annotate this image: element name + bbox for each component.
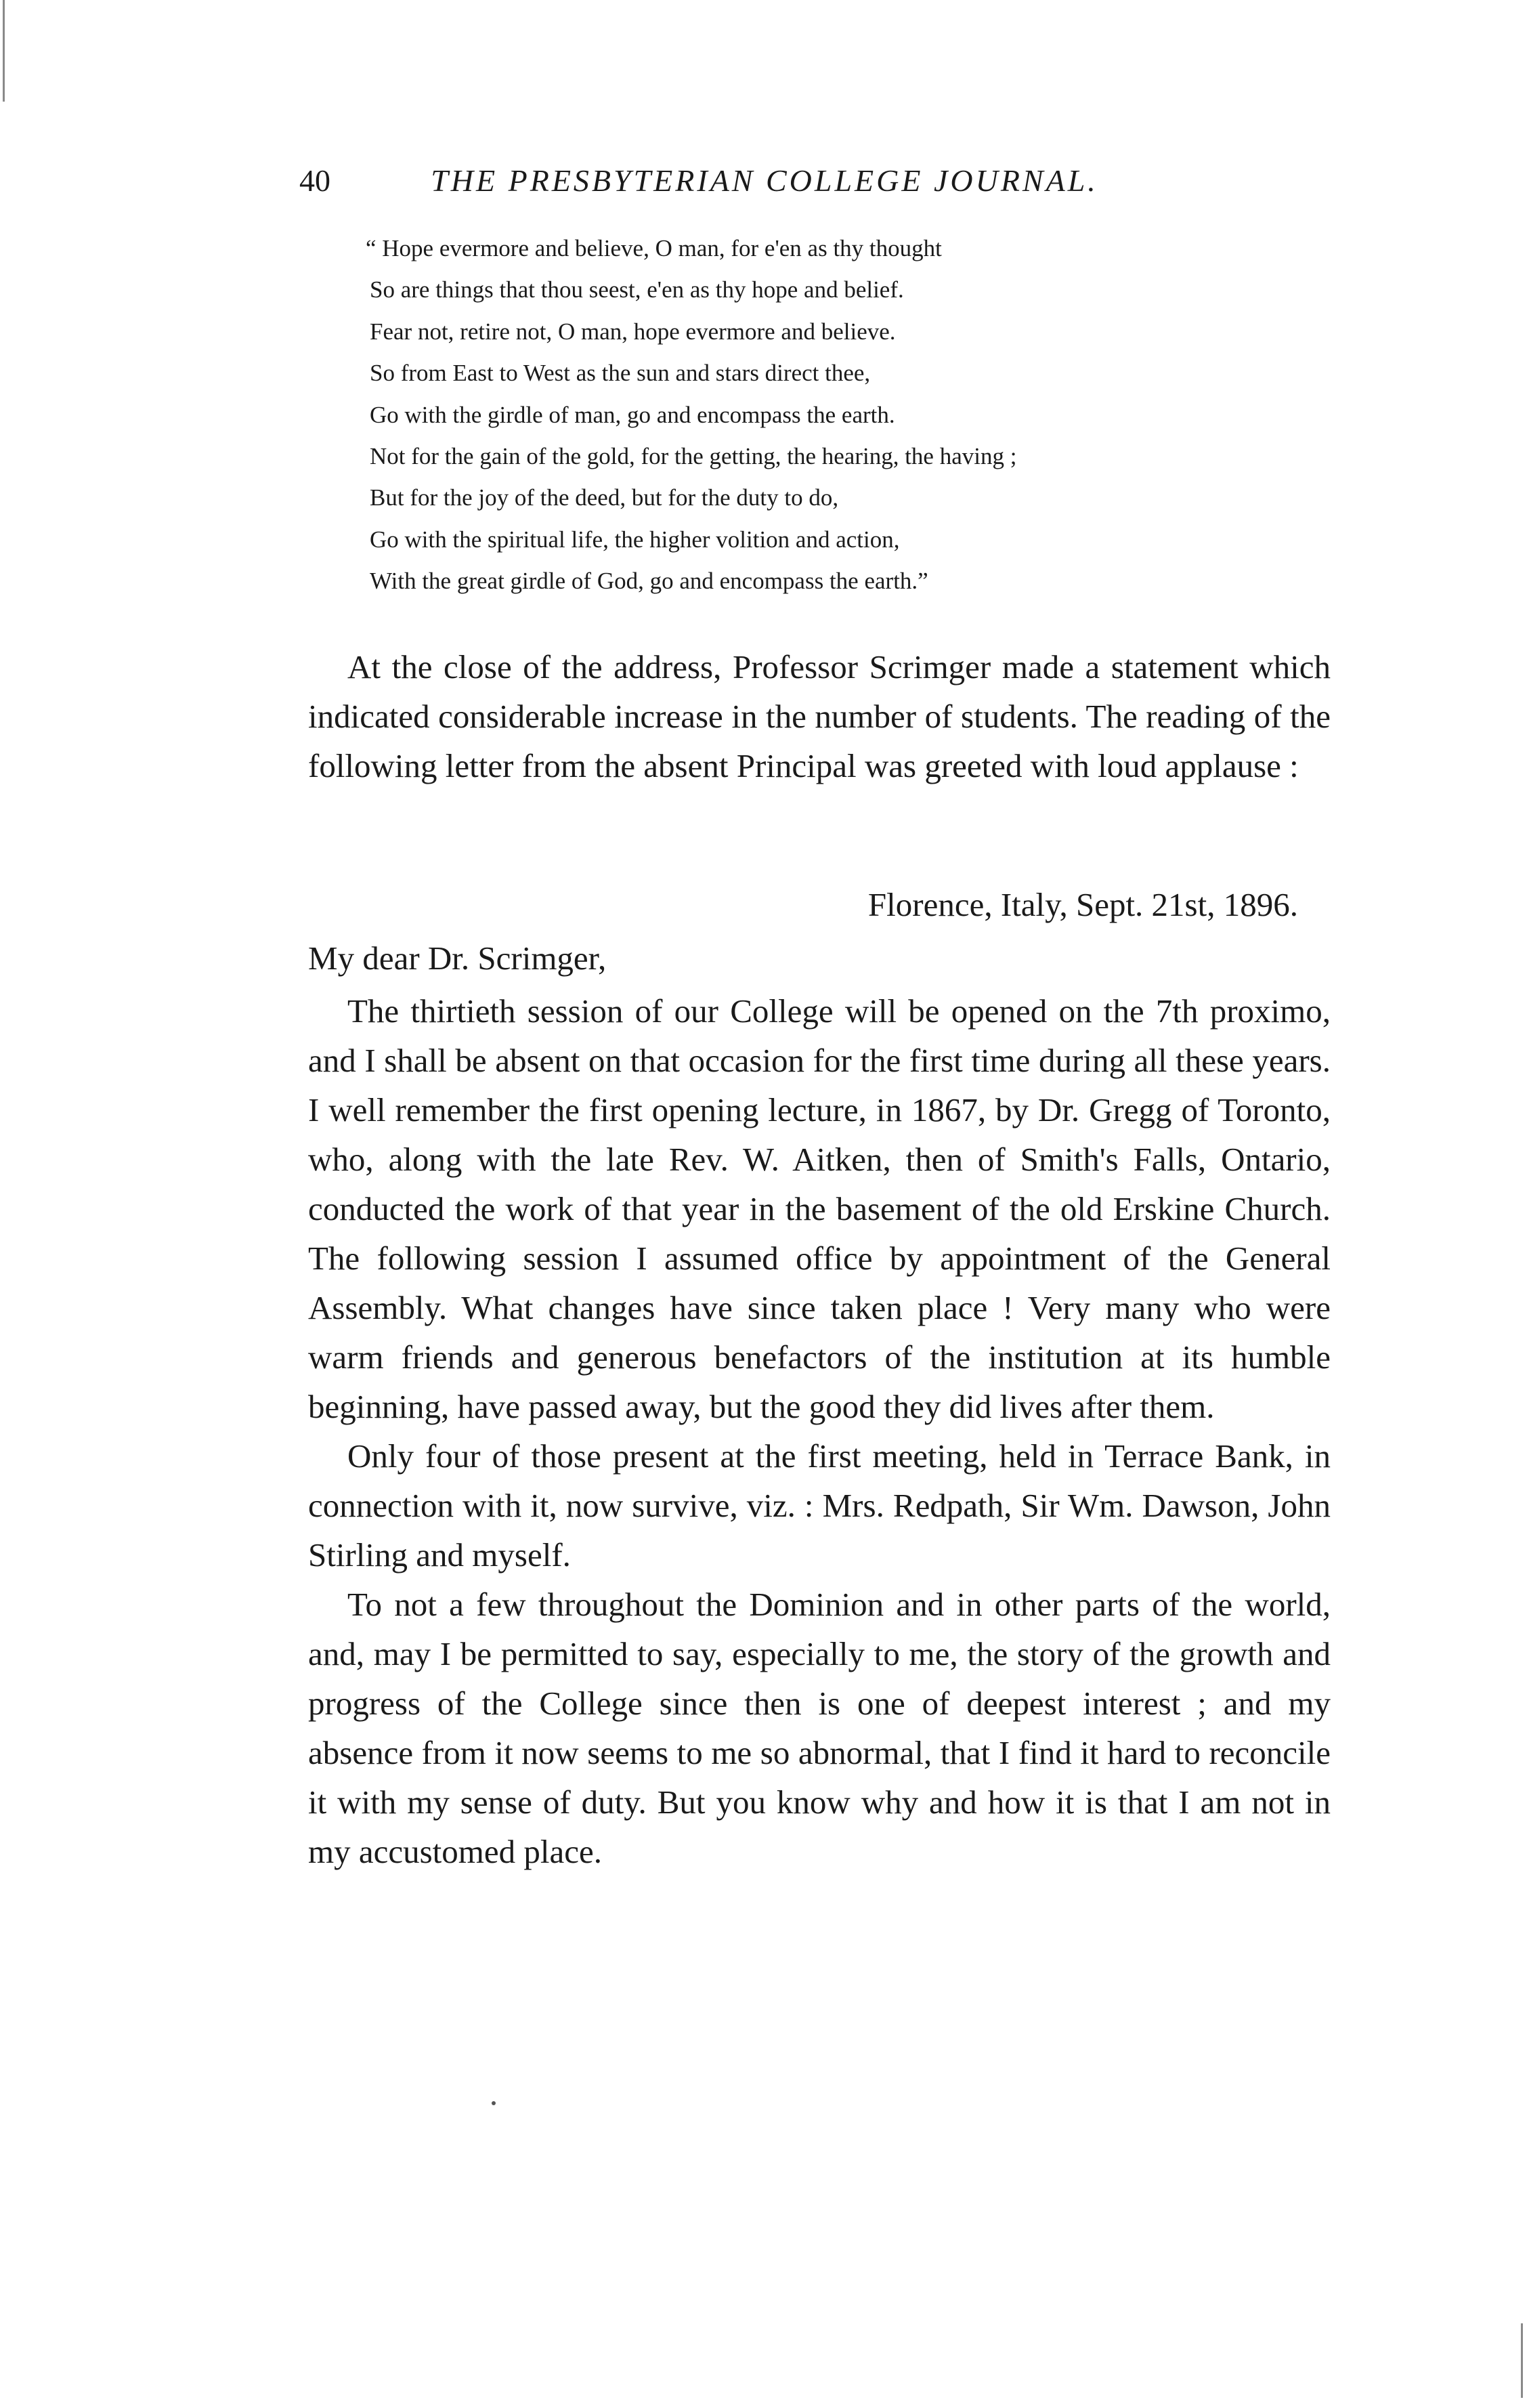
poem-line: So are things that thou seest, e'en as thy hope and belief. xyxy=(370,276,904,303)
poem-line: “ Hope evermore and believe, O man, for e'en as thy thought xyxy=(366,235,942,261)
letter-dateline: Florence, Italy, Sept. 21st, 1896. xyxy=(867,886,1298,923)
letter-paragraph: Only four of those present at the first meeting, held in Terrace Bank, in connection with it, now survive, viz. : Mrs. Redpath, Sir Wm. Dawson, John Stirling and myself. xyxy=(308,1437,1331,1573)
scan-edge-mark-bottom xyxy=(1521,2323,1523,2398)
letter-paragraph: To not a few throughout the Dominion and in other parts of the world, and, may I be permitted to say, especially to me, the story of the growth and progress of the College since then is one of deepest interest ; and my absence from it now seems to me so abnormal, that I find it hard to reconcile it with my sense of duty. But you know why and how it is that I am not in my accustomed place. xyxy=(308,1586,1331,1870)
letter-body xyxy=(308,986,1331,1876)
poem-line: Go with the girdle of man, go and encompass the earth. xyxy=(370,401,895,428)
scan-edge-mark-top xyxy=(3,0,5,102)
letter-salutation: My dear Dr. Scrimger, xyxy=(308,939,607,977)
intro-block xyxy=(308,642,1331,790)
page-number: 40 xyxy=(299,163,330,198)
poem-line: So from East to West as the sun and stars direct thee, xyxy=(370,360,871,387)
page-header xyxy=(0,157,1529,205)
poem-line: Go with the spiritual life, the higher volition and action, xyxy=(370,526,900,553)
poem-line: Fear not, retire not, O man, hope evermore and believe. xyxy=(370,318,896,345)
stray-ink-mark xyxy=(492,2101,496,2105)
poem-line: Not for the gain of the gold, for the getting, the hearing, the having ; xyxy=(370,442,1017,469)
poem-line: With the great girdle of God, go and encompass the earth.” xyxy=(370,568,928,595)
letter-paragraph: The thirtieth session of our College will be opened on the 7th proximo, and I shall be absent on that occasion for the first time during all these years. I well remember the first opening lecture, in 1867, by Dr. Gregg of Toronto, who, along with the late Rev. W. Aitken, then of Smith's Falls, Ontario, conducted the work of that year in the basement of the old Erskine Church. The following session I assumed office by appointment of the General Assembly. What changes have since taken place ! Very many who were warm friends and generous benefactors of the institution at its humble beginning, have passed away, but the good they did lives after them. xyxy=(308,992,1331,1425)
running-title: THE PRESBYTERIAN COLLEGE JOURNAL. xyxy=(431,163,1098,198)
intro-paragraph: At the close of the address, Professor Scrimger made a statement which indicated considerable increase in the number of students. The reading of the following letter from the absent Principal was greeted with loud applause : xyxy=(308,648,1331,784)
poem-block xyxy=(366,228,1381,602)
poem-line: But for the joy of the deed, but for the duty to do, xyxy=(370,484,839,511)
